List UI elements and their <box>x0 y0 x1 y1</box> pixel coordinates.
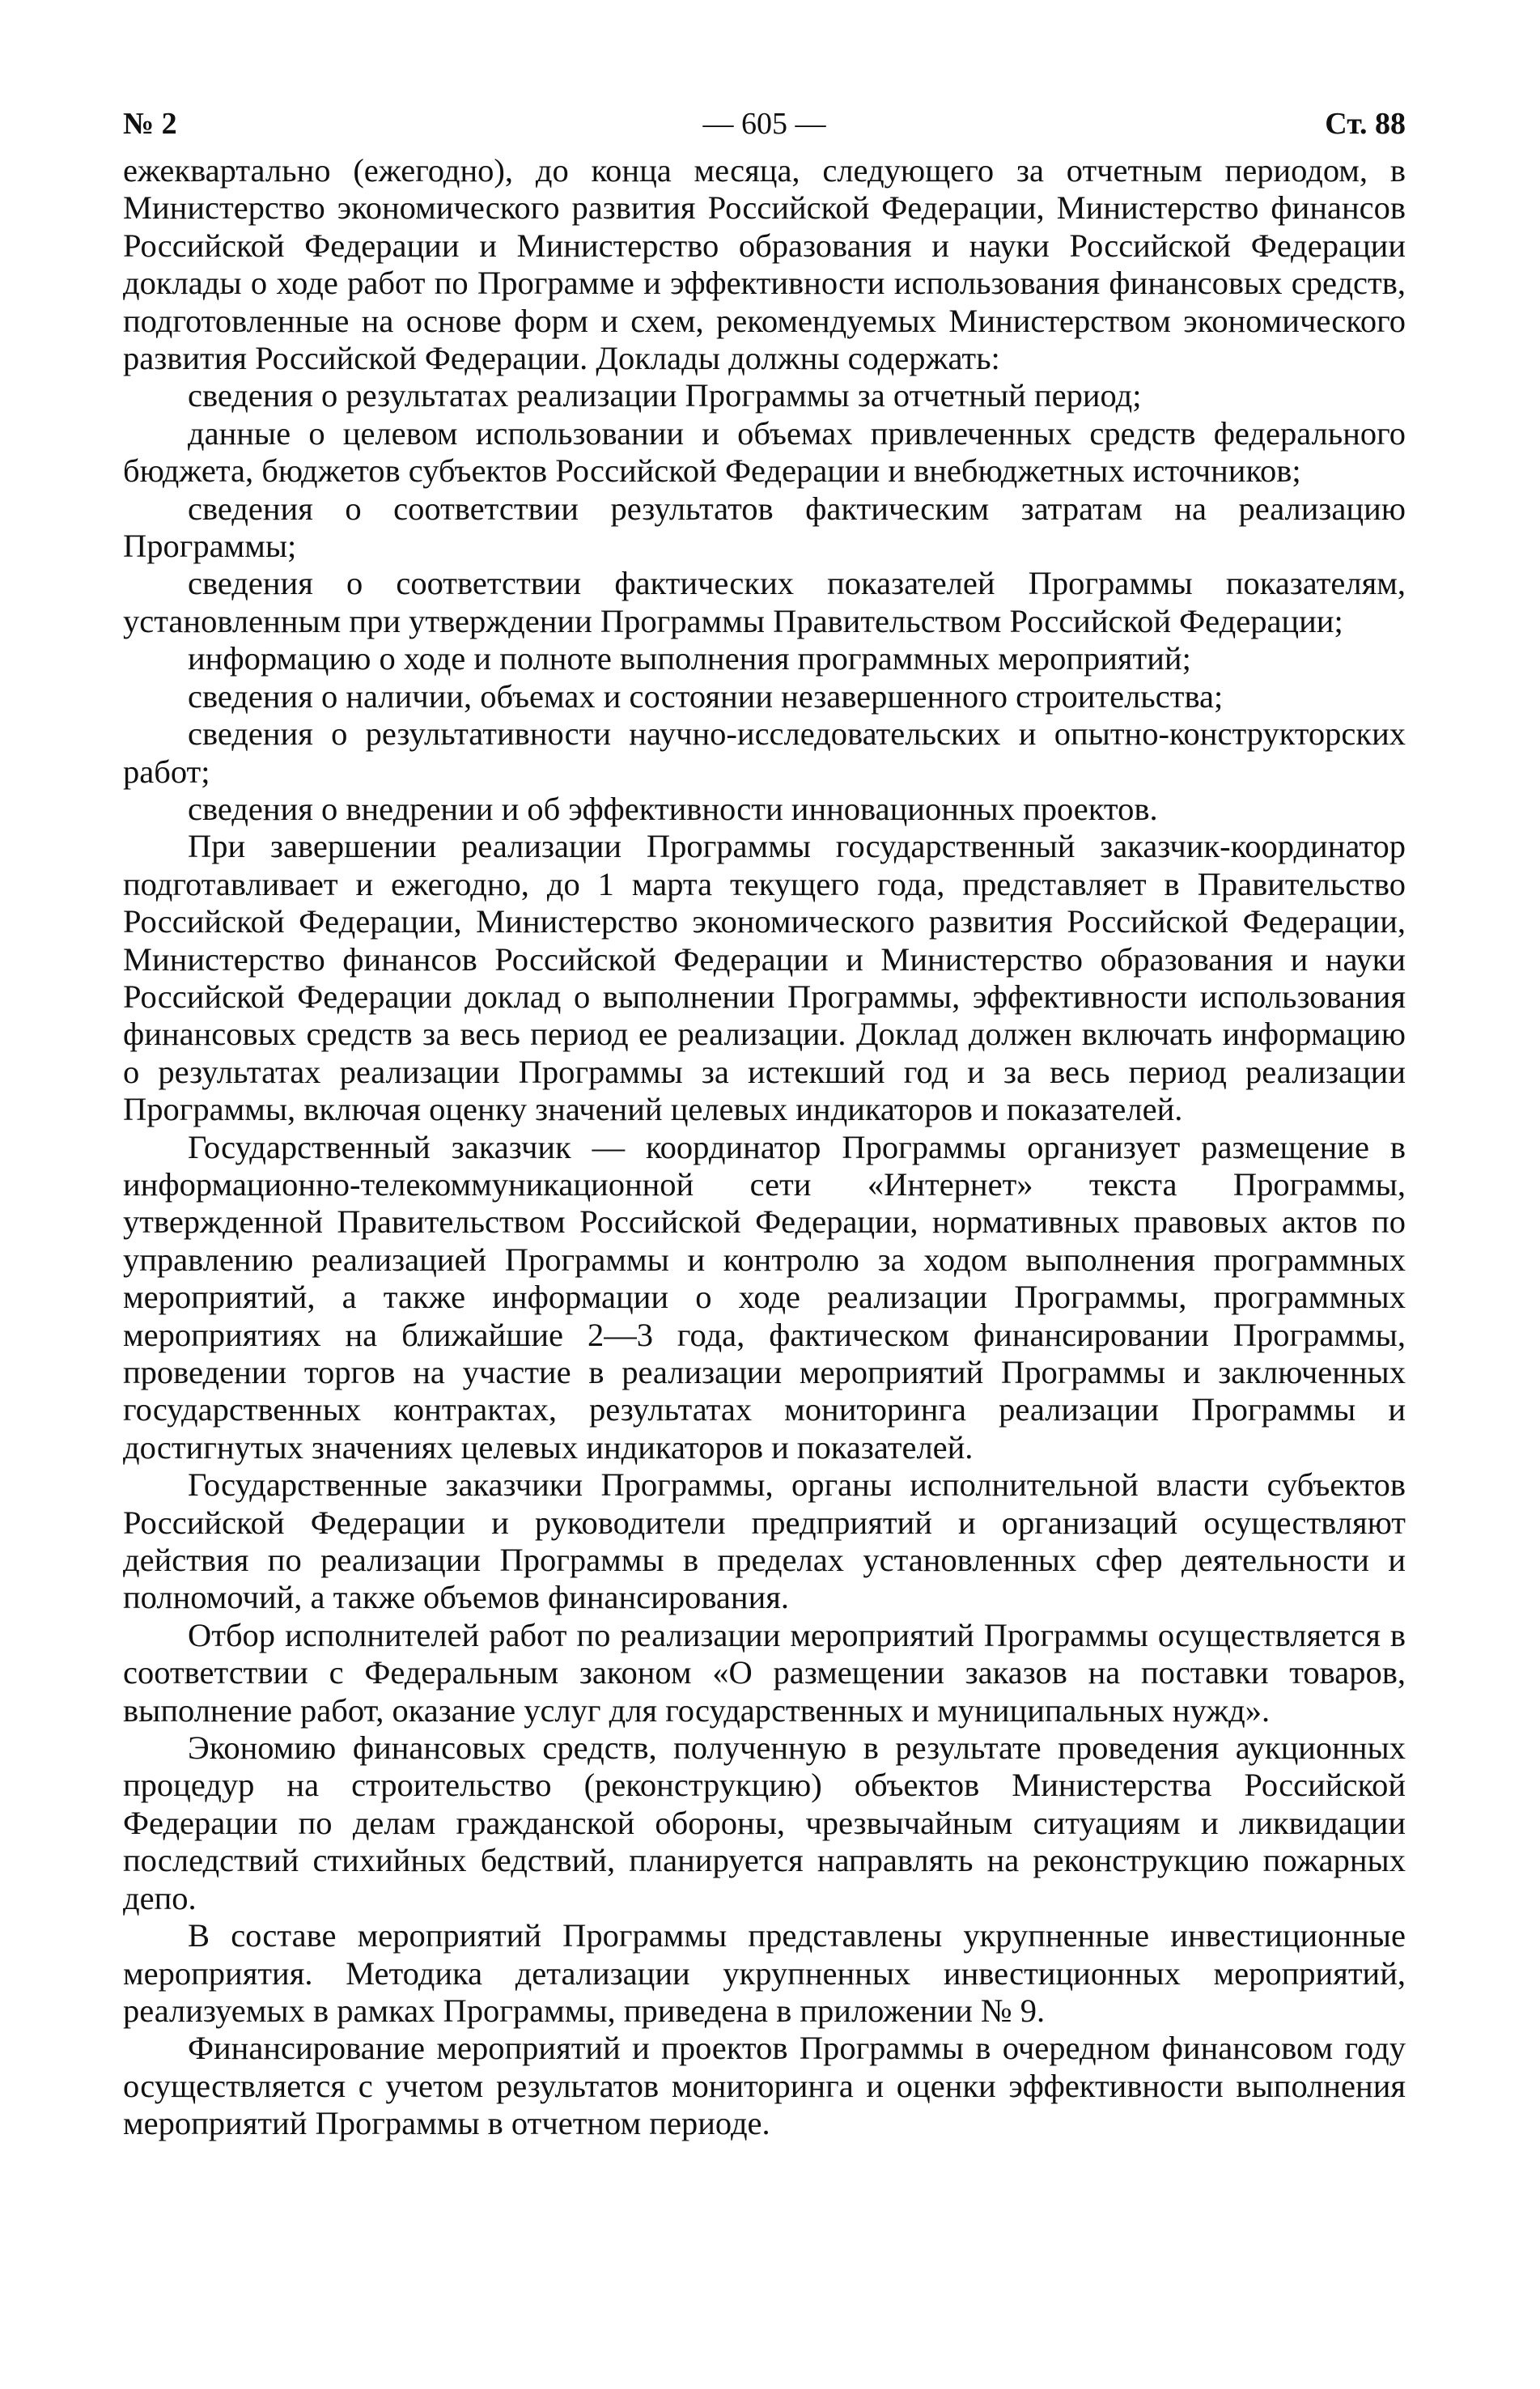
article-number: Ст. 88 <box>1325 107 1406 141</box>
paragraph: Отбор исполнителей работ по реализации мероприятий Программы осуществляется в соответствии с Федеральным законом «О размещении заказов на поставки товаров, выполнение работ, оказание услуг для государственных и муниципальных нужд». <box>123 1616 1406 1729</box>
paragraph: ежеквартально (ежегодно), до конца месяца, следующего за отчетным периодом, в Министерство экономического развития Российской Федерации, Министерство финансов Российской Федерации и Министерство образования и науки Российской Федерации доклады о ходе работ по Программе и эффективности использования финансовых средств, подготовленные на основе форм и схем, рекомендуемых Министерством экономического развития Российской Федерации. Доклады должны содержать: <box>123 152 1406 377</box>
paragraph: сведения о внедрении и об эффективности инновационных проектов. <box>188 790 1158 827</box>
page-header <box>123 95 1406 152</box>
paragraph: сведения о соответствии фактических показателей Программы показателям, установленным при утверждении Программы Правительством Российской Федерации; <box>123 565 1406 639</box>
paragraph: Экономию финансовых средств, полученную в результате проведения аукционных процедур на строительство (реконструкцию) объектов Министерства Российской Федерации по делам гражданской обороны, чрезвычайным ситуациям и ликвидации последствий стихийных бедствий, планируется направлять на реконструкцию пожарных депо. <box>123 1729 1406 1916</box>
paragraph: информацию о ходе и полноте выполнения программных мероприятий; <box>188 640 1191 677</box>
issue-number: № 2 <box>123 107 177 141</box>
paragraph: сведения о наличии, объемах и состоянии незавершенного строительства; <box>188 677 1224 715</box>
paragraph: В составе мероприятий Программы представлены укрупненные инвестиционные мероприятия. Методика детализации укрупненных инвестиционных мероприятий, реализуемых в рамках Программы, приведена в приложении № 9. <box>123 1917 1406 2029</box>
document-body <box>123 152 1406 2143</box>
page-number: — 605 — <box>702 107 826 141</box>
paragraph: сведения о результатах реализации Программы за отчетный период; <box>188 377 1142 414</box>
paragraph: При завершении реализации Программы государственный заказчик-координатор подготавливает и ежегодно, до 1 марта текущего года, представляет в Правительство Российской Федерации, Министерство экономического развития Российской Федерации, Министерство финансов Российской Федерации и Министерство образования и науки Российской Федерации доклад о выполнении Программы, эффективности использования финансовых средств за весь период ее реализации. Доклад должен включать информацию о результатах реализации Программы за истекший год и за весь период реализации Программы, включая оценку значений целевых индикаторов и показателей. <box>123 828 1406 1128</box>
paragraph: сведения о результативности научно-исследовательских и опытно-конструкторских работ; <box>123 715 1406 790</box>
paragraph: Государственный заказчик — координатор Программы организует размещение в информационно-телекоммуникационной сети «Интернет» текста Программы, утвержденной Правительством Российской Федерации, нормативных правовых актов по управлению реализацией Программы и контролю за ходом выполнения программных мероприятий, а также информации о ходе реализации Программы, программных мероприятиях на ближайшие 2—3 года, фактическом финансировании Программы, проведении торгов на участие в реализации мероприятий Программы и заключенных государственных контрактах, результатах мониторинга реализации Программы и достигнутых значениях целевых индикаторов и показателей. <box>123 1128 1406 1466</box>
document-page <box>123 95 1406 2143</box>
paragraph: сведения о соответствии результатов фактическим затратам на реализацию Программы; <box>123 490 1406 565</box>
paragraph: Государственные заказчики Программы, органы исполнительной власти субъектов Российской Федерации и руководители предприятий и организаций осуществляют действия по реализации Программы в пределах установленных сфер деятельности и полномочий, а также объемов финансирования. <box>123 1466 1406 1616</box>
paragraph: данные о целевом использовании и объемах привлеченных средств федерального бюджета, бюджетов субъектов Российской Федерации и внебюджетных источников; <box>123 414 1406 490</box>
paragraph: Финансирование мероприятий и проектов Программы в очередном финансовом году осуществляется с учетом результатов мониторинга и оценки эффективности выполнения мероприятий Программы в отчетном периоде. <box>123 2030 1406 2142</box>
